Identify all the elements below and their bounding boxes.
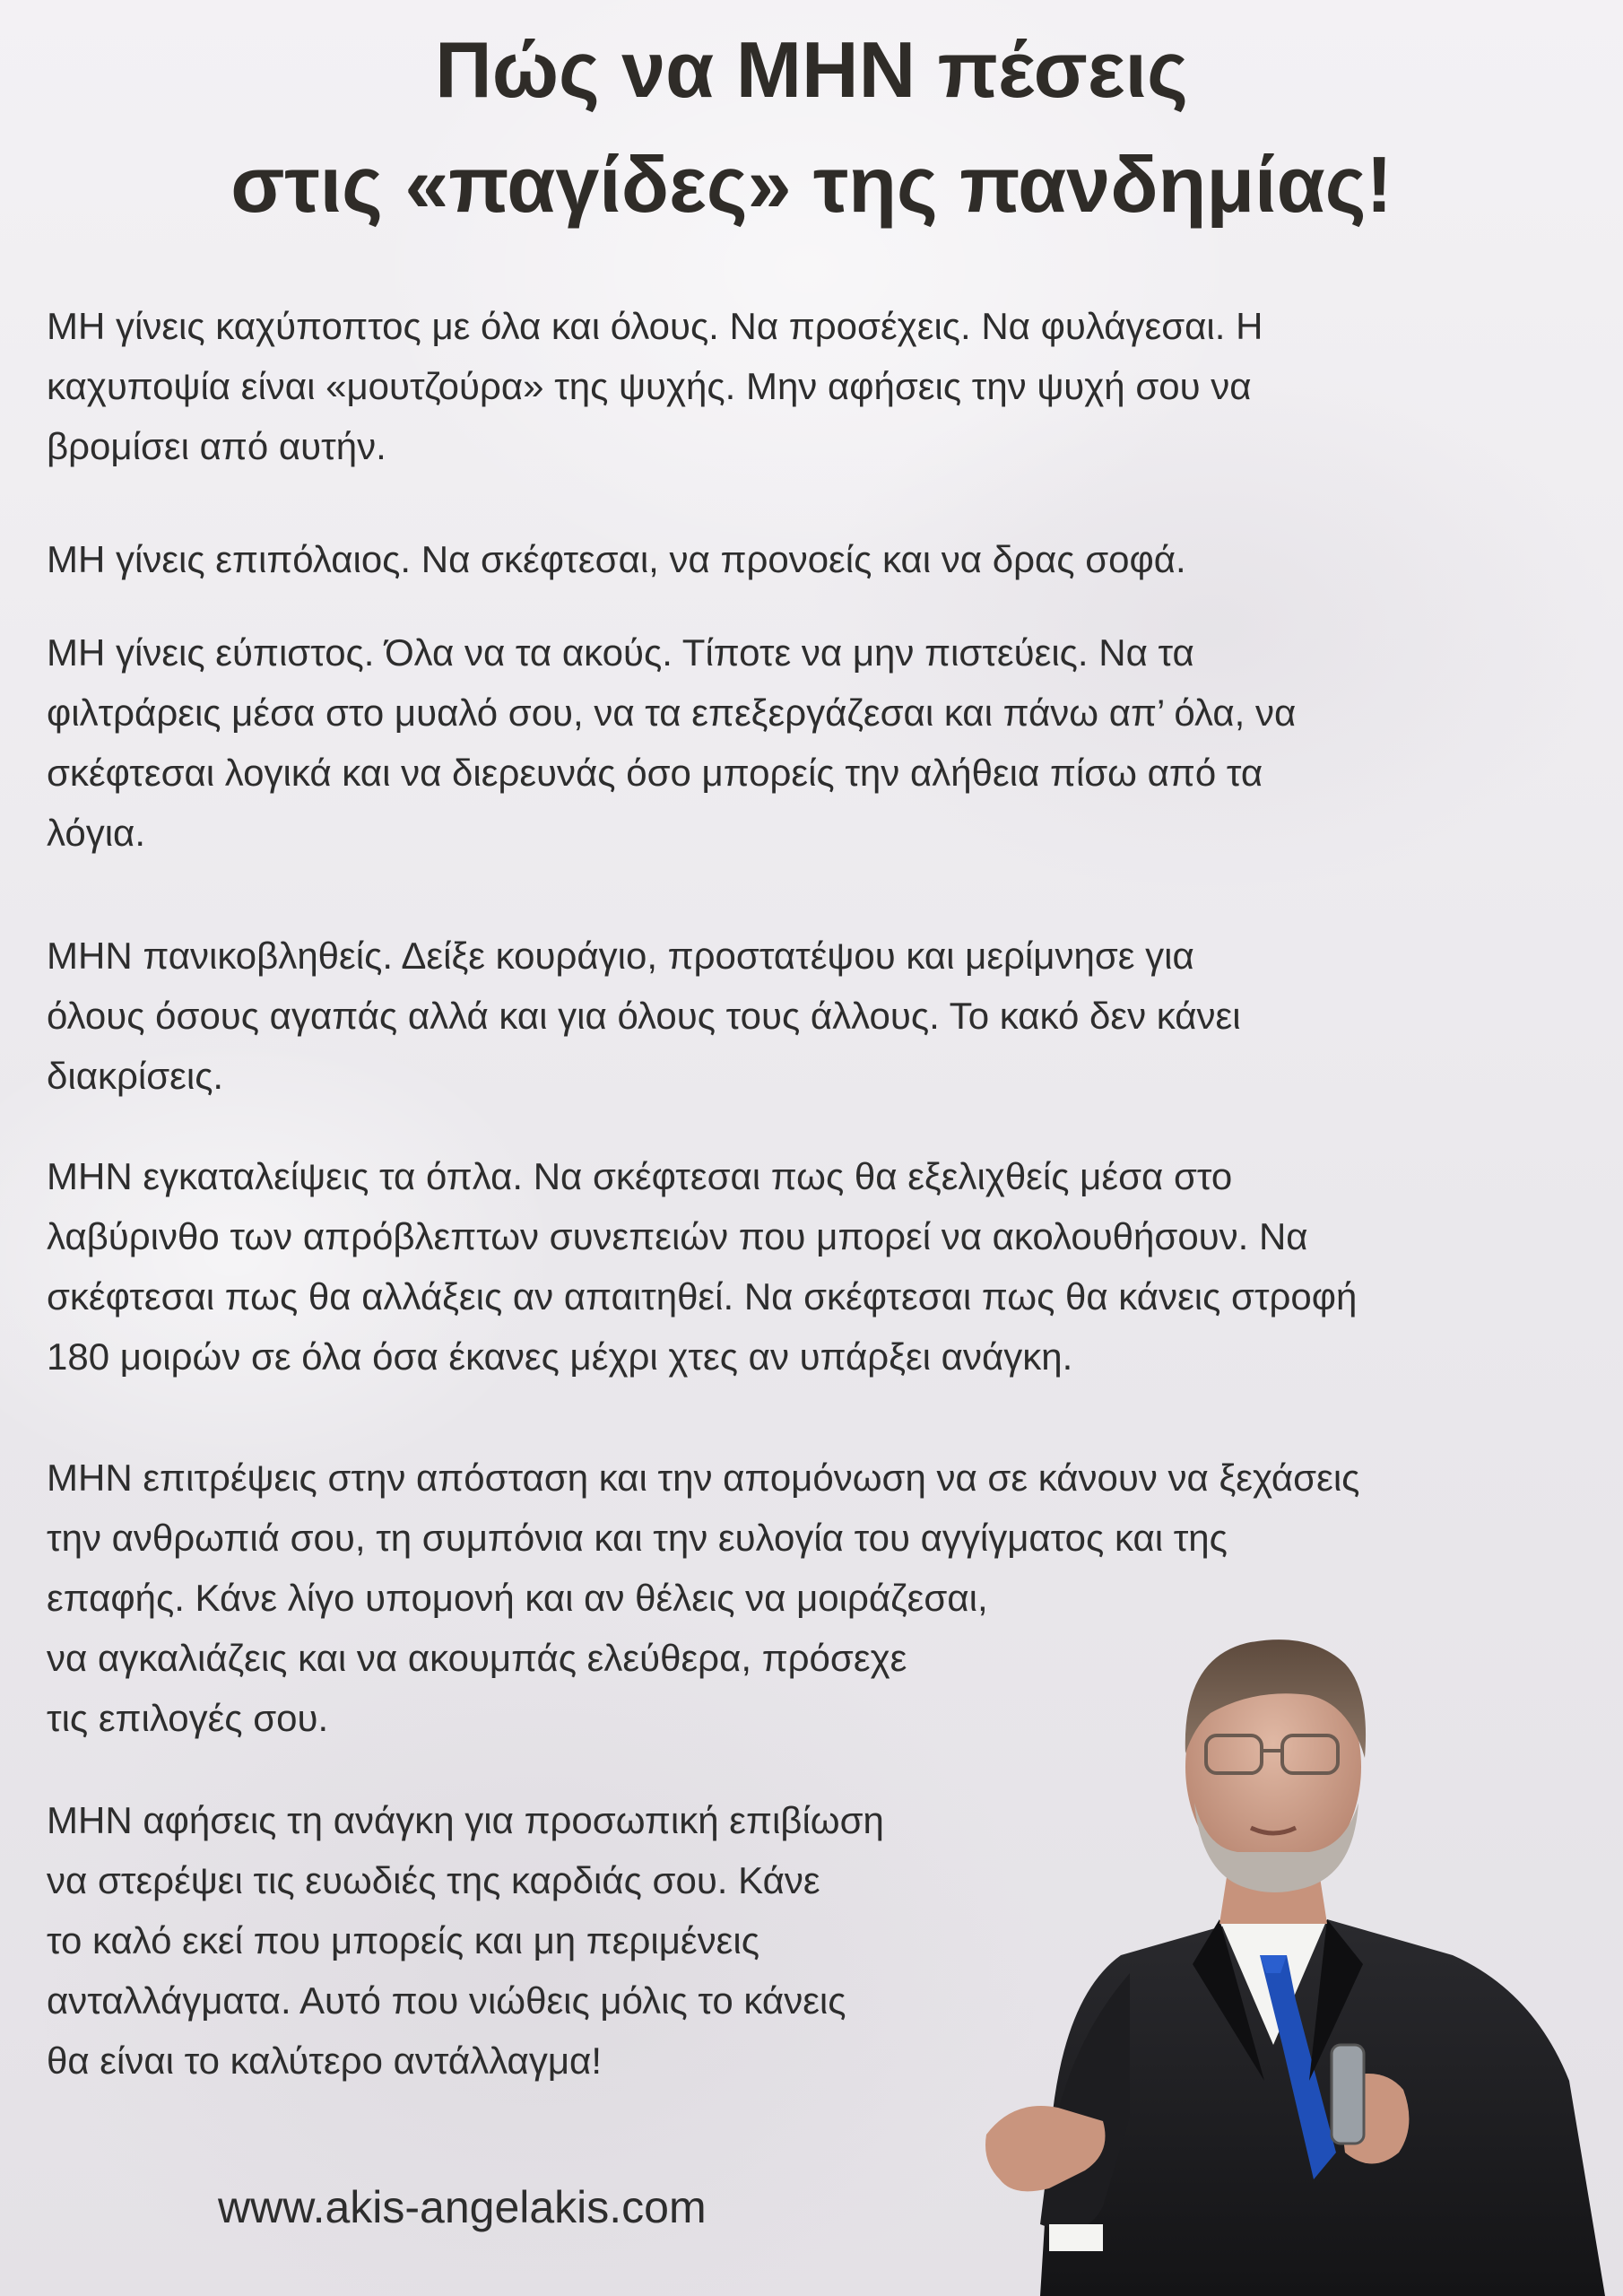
recorder xyxy=(1332,2045,1364,2144)
website-link[interactable]: www.akis-angelakis.com xyxy=(218,2182,707,2232)
paragraph-line: να στερέψει τις ευωδιές της καρδιάς σου. Κάνε xyxy=(47,1859,820,1901)
paragraph-line: ΜΗ γίνεις εύπιστος. Όλα να τα ακούς. Τίποτε να μην πιστεύεις. Να τα xyxy=(47,631,1194,674)
paragraph-line: διακρίσεις. xyxy=(47,1055,224,1097)
paragraph-line: βρομίσει από αυτήν. xyxy=(47,425,386,467)
paragraph-line: ΜΗ γίνεις επιπόλαιος. Να σκέφτεσαι, να προνοείς και να δρας σοφά. xyxy=(47,538,1186,580)
paragraph-line: επαφής. Κάνε λίγο υπομονή και αν θέλεις να μοιράζεσαι, xyxy=(47,1577,988,1619)
paragraph-panic xyxy=(47,926,1241,1106)
paragraph-line: σκέφτεσαι πως θα αλλάξεις αν απαιτηθεί. Να σκέφτεσαι πως θα κάνεις στροφή xyxy=(47,1275,1358,1318)
paragraph-line: το καλό εκεί που μπορείς και μη περιμένεις xyxy=(47,1919,759,1961)
paragraph-line: ΜΗΝ αφήσεις τη ανάγκη για προσωπική επιβίωση xyxy=(47,1799,884,1841)
paragraph-line: την ανθρωπιά σου, τη συμπόνια και την ευλογία του αγγίγματος και της xyxy=(47,1517,1228,1559)
page-title xyxy=(0,13,1623,242)
paragraph-line: φιλτράρεις μέσα στο μυαλό σου, να τα επεξεργάζεσαι και πάνω απ’ όλα, να xyxy=(47,691,1297,734)
paragraph-line: ΜΗΝ επιτρέψεις στην απόσταση και την απομόνωση να σε κάνουν να ξεχάσεις xyxy=(47,1457,1360,1499)
paragraph-suspicion xyxy=(47,296,1263,476)
title-line-1: Πώς να ΜΗΝ πέσεις xyxy=(435,25,1188,114)
paragraph-carelessness xyxy=(47,529,1186,589)
paragraph-line: λόγια. xyxy=(47,812,146,854)
paragraph-line: σκέφτεσαι λογικά και να διερευνάς όσο μπορείς την αλήθεια πίσω από τα xyxy=(47,752,1263,794)
paragraph-line: ΜΗΝ εγκαταλείψεις τα όπλα. Να σκέφτεσαι πως θα εξελιχθείς μέσα στο xyxy=(47,1155,1233,1197)
paragraph-line: λαβύρινθο των απρόβλεπτων συνεπειών που μπορεί να ακολουθήσουν. Να xyxy=(47,1215,1308,1257)
paragraph-line: να αγκαλιάζεις και να ακουμπάς ελεύθερα, πρόσεχε xyxy=(47,1637,907,1679)
paragraph-give-up xyxy=(47,1146,1357,1387)
paragraph-line: 180 μοιρών σε όλα όσα έκανες μέχρι χτες αν υπάρξει ανάγκη. xyxy=(47,1335,1073,1378)
paragraph-line: ΜΗΝ πανικοβληθείς. Δείξε κουράγιο, προστατέψου και μερίμνησε για xyxy=(47,935,1194,977)
paragraph-line: ΜΗ γίνεις καχύποπτος με όλα και όλους. Να προσέχεις. Να φυλάγεσαι. Η xyxy=(47,305,1263,347)
paragraph-survival xyxy=(47,1790,884,2091)
speaker-portrait xyxy=(950,1578,1623,2296)
paragraph-line: καχυποψία είναι «μουτζούρα» της ψυχής. Μην αφήσεις την ψυχή σου να xyxy=(47,365,1252,407)
paragraph-line: τις επιλογές σου. xyxy=(47,1697,329,1739)
paragraph-line: θα είναι το καλύτερο αντάλλαγμα! xyxy=(47,2039,602,2082)
paragraph-line: ανταλλάγματα. Αυτό που νιώθεις μόλις το κάνεις xyxy=(47,1979,846,2022)
title-line-2: στις «παγίδες» της πανδημίας! xyxy=(230,140,1393,229)
paragraph-gullibility xyxy=(47,622,1296,863)
paragraph-line: όλους όσους αγαπάς αλλά και για όλους τους άλλους. Το κακό δεν κάνει xyxy=(47,995,1241,1037)
